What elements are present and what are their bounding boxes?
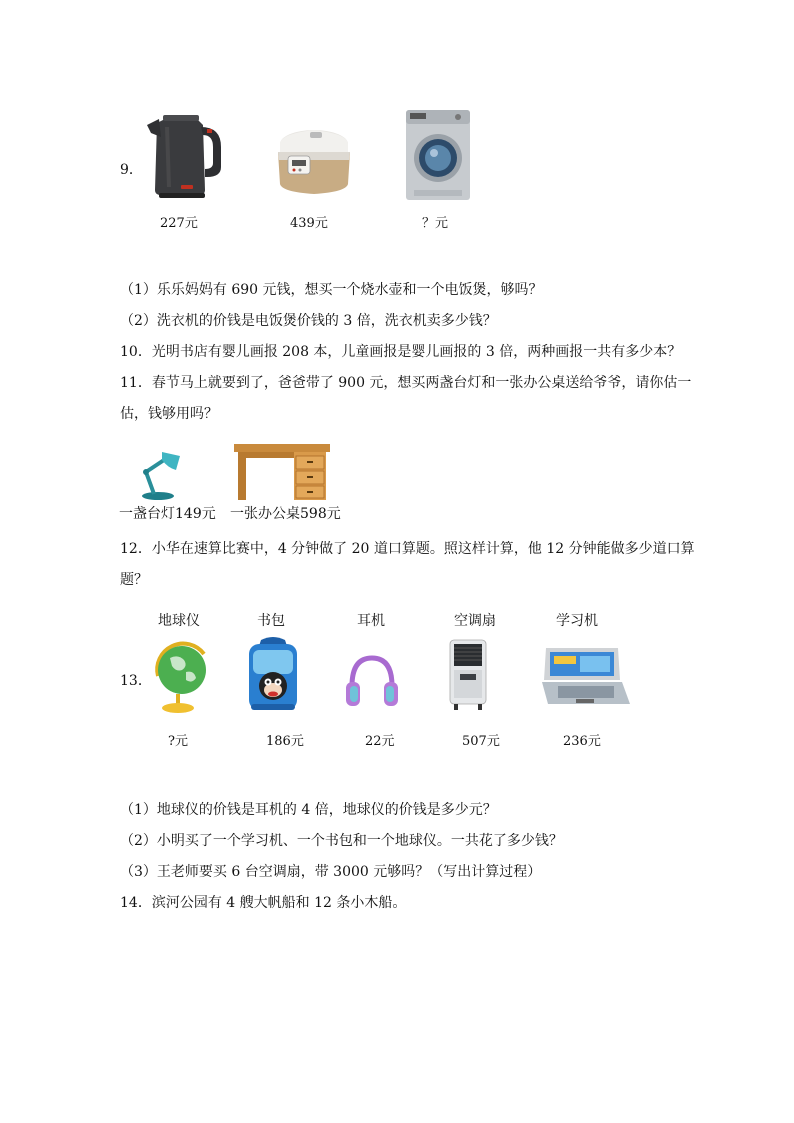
question-number: 9． <box>120 162 143 178</box>
backpack-icon <box>243 636 303 714</box>
learning-machine-label: 学习机 <box>556 613 598 629</box>
question-13-sub-1: （1）地球仪的价钱是耳机的 4 倍，地球仪的价钱是多少元？ <box>120 802 497 818</box>
question-9-sub-2: （2）洗衣机的价钱是电饭煲价钱的 3 倍，洗衣机卖多少钱？ <box>120 313 497 329</box>
backpack-price: 186元 <box>266 734 304 749</box>
globe-icon <box>148 636 214 716</box>
air-cooler-icon <box>446 638 490 712</box>
washing-machine-icon <box>404 108 472 202</box>
headphones-label: 耳机 <box>357 613 385 629</box>
question-11-line-1: 11．春节马上就要到了，爸爸带了 900 元，想买两盏台灯和一张办公桌送给爷爷，请你估一 <box>120 375 692 391</box>
washing-machine-price: ？元 <box>422 216 449 231</box>
question-12-line-2: 题？ <box>120 572 148 588</box>
learning-machine-price: 236元 <box>563 734 601 749</box>
air-cooler-price: 507元 <box>462 734 500 749</box>
rice-cooker-icon <box>274 122 354 197</box>
headphones-price: 22元 <box>365 734 395 749</box>
kettle-icon <box>145 105 225 200</box>
backpack-label: 书包 <box>257 613 285 629</box>
lamp-price: 一盏台灯149元 <box>119 506 216 522</box>
globe-label: 地球仪 <box>158 613 200 629</box>
question-9-sub-1: （1）乐乐妈妈有 690 元钱，想买一个烧水壶和一个电饭煲，够吗？ <box>120 282 543 298</box>
question-13-number: 13． <box>120 673 152 689</box>
question-13-sub-2: （2）小明买了一个学习机、一个书包和一个地球仪。一共花了多少钱？ <box>120 833 563 849</box>
question-14: 14．滨河公园有 4 艘大帆船和 12 条小木船。 <box>120 895 407 911</box>
headphones-icon <box>344 652 400 710</box>
kettle-price: 227元 <box>160 216 198 231</box>
learning-machine-icon <box>540 644 632 710</box>
question-13-sub-3: （3）王老师要买 6 台空调扇，带 3000 元够吗？（写出计算过程） <box>120 864 542 880</box>
question-11-line-2: 估，钱够用吗？ <box>120 406 218 422</box>
office-desk-icon <box>234 440 330 502</box>
globe-price: ?元 <box>168 734 188 749</box>
rice-cooker-price: 439元 <box>290 216 328 231</box>
desk-lamp-icon <box>128 446 188 500</box>
question-12-line-1: 12．小华在速算比赛中，4 分钟做了 20 道口算题。照这样计算，他 12 分钟能做多少道口算 <box>120 541 695 557</box>
desk-price: 一张办公桌598元 <box>230 506 341 522</box>
question-10: 10．光明书店有婴儿画报 208 本，儿童画报是婴儿画报的 3 倍，两种画报一共有多少本？ <box>120 344 682 360</box>
air-cooler-label: 空调扇 <box>454 613 496 629</box>
